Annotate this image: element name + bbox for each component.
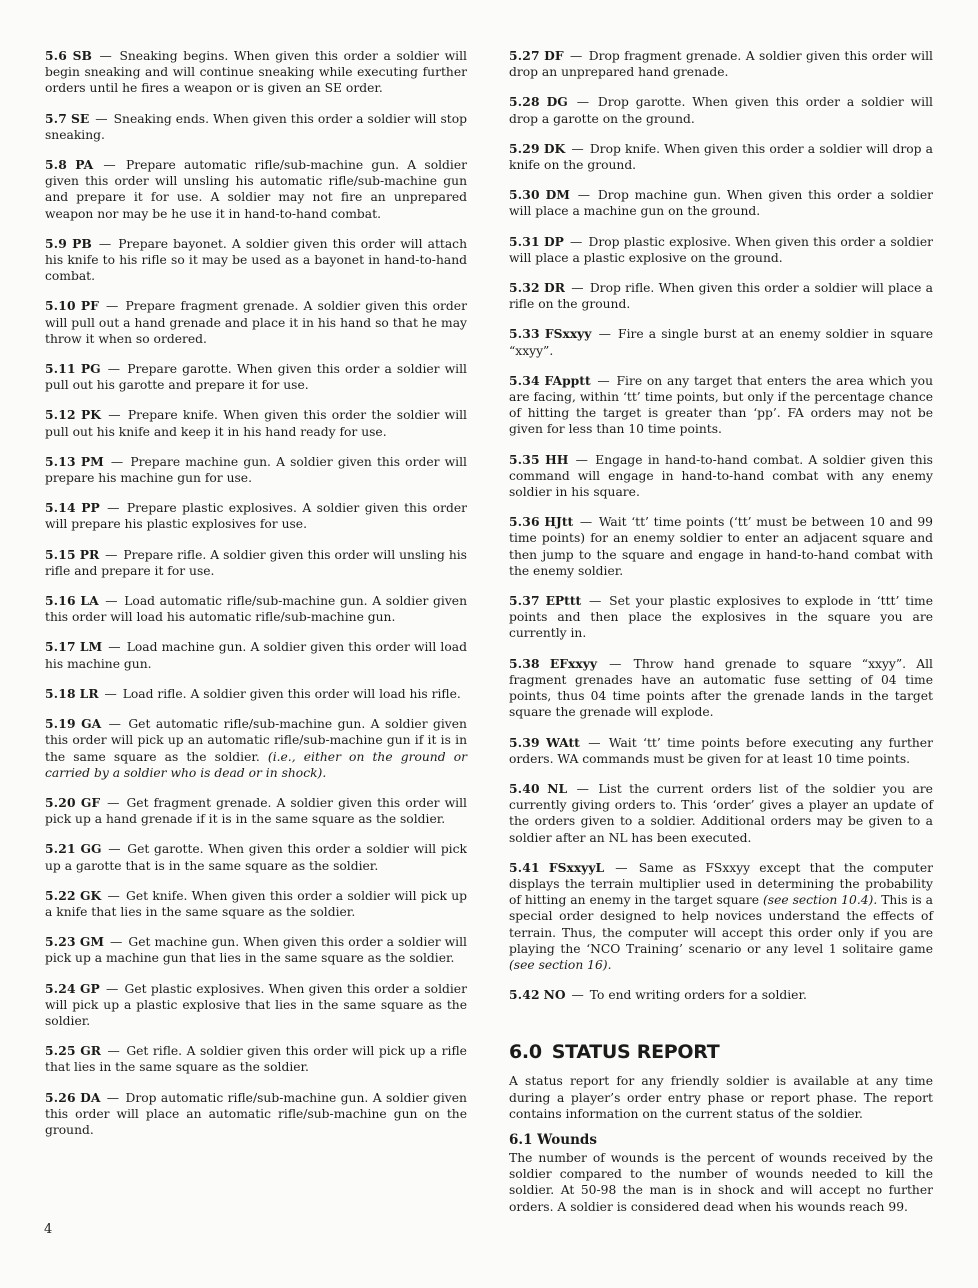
dash: — (108, 842, 121, 857)
left-column (45, 48, 467, 1152)
order-code: DR (544, 280, 565, 296)
dash: — (576, 95, 589, 110)
order-code: DA (80, 1089, 101, 1105)
dash: — (107, 1044, 120, 1059)
dash: — (597, 373, 610, 388)
right-entries (509, 48, 933, 1003)
order-number: 5.7 (45, 110, 67, 126)
section-title: STATUS REPORT (551, 1041, 720, 1064)
order-code: HJtt (544, 514, 574, 530)
dash: — (598, 327, 611, 342)
order-description: Drop machine gun. When given this order a soldier will place a machine gun on the ground. (509, 188, 933, 219)
order-entry (45, 795, 467, 827)
page-number: 4 (44, 1222, 53, 1237)
order-code: FApptt (544, 372, 591, 388)
order-number: 5.11 (45, 361, 76, 377)
order-number: 5.26 (45, 1089, 76, 1105)
order-entry (509, 187, 933, 219)
dash: — (95, 111, 108, 126)
dash: — (571, 988, 584, 1003)
dash: — (108, 640, 121, 655)
order-entry (509, 452, 933, 501)
order-code: EPttt (545, 593, 582, 609)
order-number: 5.13 (45, 453, 76, 469)
order-description: Prepare machine gun. A soldier given this order will prepare his machine gun for use. (45, 454, 467, 486)
order-entry (45, 111, 467, 143)
order-entry (45, 407, 467, 439)
order-code: DF (544, 48, 564, 63)
order-number: 5.23 (45, 934, 76, 950)
dash: — (106, 299, 119, 314)
order-entry (45, 236, 467, 285)
order-code: PM (80, 453, 104, 469)
dash: — (107, 795, 120, 810)
order-entry (509, 860, 933, 973)
order-description: Load automatic rifle/sub-machine gun. A soldier given this order will load his automatic rifle/sub-machine gun. (45, 594, 467, 625)
order-entry (45, 361, 467, 393)
order-entry (509, 593, 933, 642)
dash: — (107, 362, 121, 377)
order-entry (509, 280, 933, 312)
dash: — (107, 888, 120, 903)
order-entry (45, 1043, 467, 1075)
order-code: DM (545, 187, 570, 203)
subsection-title: 6.1 Wounds (509, 1131, 597, 1148)
order-entry (509, 94, 933, 126)
order-description: Fire on any target that enters the area which you are facing, within ‘tt’ time points, but only if the percentage chance of hitting the target is greater than ‘pp’. FA orders may not be given for less than 10 time points. (509, 373, 933, 437)
order-entry (509, 48, 933, 80)
order-code: GA (81, 716, 102, 732)
order-number: 5.41 (509, 859, 540, 875)
order-code: LM (79, 639, 103, 655)
order-description: Prepare garotte. When given this order a soldier will pull out his garotte and prepare it for use. (45, 362, 467, 393)
order-description-continued: This is a special order designed to help novices understand the effects of terrain. Thus, the computer will accept this order only if you are playing the ‘NCO Training’ scenario or any level 1 solitaire game (509, 893, 933, 956)
order-number: 5.21 (45, 841, 76, 857)
dash: — (106, 1090, 120, 1105)
dash: — (579, 515, 593, 530)
order-number: 5.19 (45, 716, 76, 732)
dash: — (110, 935, 123, 950)
dash: — (103, 158, 116, 173)
order-entry (45, 593, 467, 625)
dash: — (609, 656, 622, 671)
dash: — (108, 408, 121, 423)
order-number: 5.6 (45, 48, 67, 63)
order-description: Wait ‘tt’ time points (‘tt’ must be between 10 and 99 time points) for an enemy soldier to enter an adjacent square and then jump to the square and engage in hand-to-hand combat with the enemy soldier. (509, 515, 933, 578)
order-code: GK (80, 887, 102, 903)
right-column (509, 48, 933, 1225)
order-note: (i.e., either on the ground or carried by a soldier who is dead or in shock). (45, 749, 467, 780)
order-number: 5.16 (45, 593, 76, 609)
order-code: EFxxyy (549, 655, 597, 671)
order-number: 5.32 (509, 280, 540, 296)
order-description: Fire a single burst at an enemy soldier in square “xxyy”. (509, 327, 933, 358)
order-number: 5.8 (45, 157, 67, 173)
order-code: FSxxyyL (548, 859, 605, 875)
order-description: Load machine gun. A soldier given this order will load his machine gun. (45, 640, 467, 671)
order-entry (509, 735, 933, 767)
order-number: 5.25 (45, 1043, 76, 1059)
order-description: Get knife. When given this order a soldier will pick up a knife that lies in the same square as the soldier. (45, 888, 467, 919)
order-code: DG (546, 94, 568, 110)
order-entry (509, 326, 933, 358)
section-number: 6.0 (509, 1041, 542, 1064)
order-description: List the current orders list of the soldier you are currently giving orders to. This ‘order’ gives a player an update of the orders given to a soldier. Additional orders may be given to a soldier after an NL has been executed. (509, 781, 933, 845)
order-description: Prepare fragment grenade. A soldier given this order will pull out a hand grenade and place it in his hand so that he may throw it when so ordered. (45, 299, 467, 346)
order-number: 5.17 (45, 639, 76, 655)
order-code: PR (79, 546, 100, 562)
order-entry (45, 157, 467, 222)
order-number: 5.9 (45, 235, 67, 251)
order-entry (45, 48, 467, 97)
order-description: To end writing orders for a soldier. (589, 988, 807, 1003)
dash: — (571, 281, 584, 296)
dash: — (571, 141, 584, 156)
order-description: Engage in hand-to-hand combat. A soldier given this command will engage in hand-to-hand combat with any enemy soldier in his square. (509, 452, 933, 500)
order-entry (45, 500, 467, 532)
order-code: LA (80, 593, 99, 609)
order-number: 5.39 (509, 734, 540, 750)
dash: — (107, 501, 120, 516)
order-description: Get plastic explosives. When given this order a soldier will pick up a plastic explosive that lies in the same square as the soldier. (45, 981, 467, 1028)
order-entry (45, 716, 467, 781)
order-description: Get rifle. A soldier given this order will pick up a rifle that lies in the same square as the soldier. (45, 1044, 467, 1075)
dash: — (108, 717, 121, 732)
order-code: DP (543, 233, 564, 249)
order-number: 5.22 (45, 887, 76, 903)
order-entry (509, 781, 933, 846)
order-description: Get garotte. When given this order a soldier will pick up a garotte that is in the same square as the soldier. (45, 842, 467, 873)
order-code: NL (547, 780, 568, 796)
order-entry (45, 841, 467, 873)
order-description: Drop plastic explosive. When given this order a soldier will place a plastic explosive on the ground. (509, 234, 933, 265)
order-number: 5.28 (509, 94, 540, 110)
order-code: PB (72, 235, 92, 251)
order-code: PK (81, 407, 101, 423)
order-entry (509, 987, 933, 1003)
order-description: Load rifle. A soldier given this order will load his rifle. (122, 686, 461, 701)
order-number: 5.35 (509, 451, 540, 467)
order-code: GR (80, 1043, 101, 1059)
dash: — (104, 686, 117, 701)
section-heading (509, 1041, 933, 1063)
order-entry (45, 639, 467, 671)
order-number: 5.42 (509, 987, 540, 1003)
dash: — (110, 454, 124, 469)
order-description: Get machine gun. When given this order a soldier will pick up a machine gun that lies in the same square as the soldier. (45, 935, 467, 966)
dash: — (576, 781, 589, 796)
order-number: 5.31 (509, 233, 540, 249)
order-code: FSxxyy (544, 326, 592, 342)
order-entry (509, 373, 933, 438)
order-number: 5.33 (509, 326, 540, 342)
order-number: 5.18 (45, 685, 76, 701)
order-number: 5.24 (45, 980, 76, 996)
order-code: GF (80, 794, 101, 810)
order-description: Prepare rifle. A soldier given this order will unsling his rifle and prepare it for use. (45, 547, 467, 578)
order-description: Same as FSxxyy except that the computer displays the terrain multiplier used in determining the probability of hitting an enemy in the target square (509, 860, 933, 908)
order-entry (509, 141, 933, 173)
order-description: Drop garotte. When given this order a soldier will drop a garotte on the ground. (509, 95, 933, 126)
order-number: 5.27 (509, 48, 540, 63)
order-description: Throw hand grenade to square “xxyy”. All fragment grenades have an automatic fuse setting of 04 time points, thus 04 time points after the grenade lands in the target square the grenade will explode. (509, 656, 933, 720)
order-entry (509, 514, 933, 579)
order-entry (509, 656, 933, 721)
order-code: GP (80, 980, 100, 996)
order-description: Drop rifle. When given this order a soldier will place a rifle on the ground. (509, 281, 933, 312)
order-number: 5.15 (45, 546, 76, 562)
dash: — (105, 547, 118, 562)
dash: — (105, 594, 118, 609)
subsection-text: The number of wounds is the percent of wounds received by the soldier compared to the number of wounds needed to kill the soldier. At 50-98 the man is in shock and will accept no further orders. A soldier is considered dead when his wounds reach 99. (509, 1150, 933, 1214)
dash: — (575, 452, 588, 467)
order-description: Prepare automatic rifle/sub-machine gun. A soldier given this order will unsling his automatic rifle/sub-machine gun and prepare it for use. A soldier may not fire an unprepared weapon nor may be he use it in hand-to-hand combat. (45, 158, 467, 221)
dash: — (570, 49, 583, 63)
order-entry (45, 888, 467, 920)
order-number: 5.12 (45, 407, 76, 423)
order-number: 5.10 (45, 298, 76, 314)
order-code: NO (543, 987, 566, 1003)
dash: — (99, 49, 112, 63)
order-entry (45, 686, 467, 702)
section-intro: A status report for any friendly soldier is available at any time during a player’s order entry phase or report phase. The report contains information on the current status of the soldier. (509, 1074, 933, 1121)
order-number: 5.37 (509, 593, 540, 609)
order-number: 5.14 (45, 500, 76, 516)
order-description: Drop automatic rifle/sub-machine gun. A soldier given this order will place an automatic rifle/sub-machine gun on the ground. (45, 1090, 467, 1137)
order-number: 5.36 (509, 514, 540, 530)
order-note: (see section 10.4). (762, 893, 878, 908)
order-number: 5.29 (509, 140, 540, 156)
order-code: WAtt (546, 734, 580, 750)
order-description: Sneaking ends. When given this order a soldier will stop sneaking. (45, 111, 467, 142)
order-description: Prepare knife. When given this order the soldier will pull out his knife and keep it in his hand ready for use. (45, 408, 467, 439)
order-description: Set your plastic explosives to explode in ‘ttt’ time points and then place the explosives in the square you are currently in. (509, 594, 933, 641)
order-number: 5.20 (45, 794, 76, 810)
order-entry (45, 934, 467, 966)
order-code: GG (80, 841, 102, 857)
dash: — (589, 594, 602, 609)
dash: — (106, 981, 119, 996)
order-description: Prepare bayonet. A soldier given this order will attach his knife to his rifle so it may be used as a bayonet in hand-to-hand combat. (45, 236, 467, 284)
order-code: PA (75, 157, 94, 173)
order-description: Get fragment grenade. A soldier given this order will pick up a hand grenade if it is in the same square as the soldier. (45, 795, 467, 827)
order-code: SB (72, 48, 92, 63)
order-note: (see section 16). (509, 957, 612, 972)
order-description: Prepare plastic explosives. A soldier given this order will prepare his plastic explosives for use. (45, 501, 467, 532)
order-code: LR (79, 685, 99, 701)
dash: — (98, 236, 112, 251)
order-entry (45, 547, 467, 579)
order-entry (509, 234, 933, 266)
order-number: 5.38 (509, 655, 540, 671)
order-description: Drop fragment grenade. A soldier given this order will drop an unprepared hand grenade. (509, 49, 933, 80)
order-entry (45, 1090, 467, 1139)
order-code: DK (543, 140, 566, 156)
order-entry (45, 981, 467, 1030)
order-code: PF (80, 298, 99, 314)
order-entry (45, 298, 467, 347)
order-description: Get automatic rifle/sub-machine gun. A soldier given this order will pick up an automatic rifle/sub-machine gun if it is in the same square as the soldier. (45, 717, 467, 764)
dash: — (615, 860, 628, 875)
order-code: GM (79, 934, 104, 950)
dash: — (577, 188, 590, 203)
order-code: PP (81, 500, 100, 516)
order-description: Wait ‘tt’ time points before executing any further orders. WA commands must be given for at least 10 time points. (509, 735, 933, 766)
dash: — (570, 234, 583, 249)
order-code: PG (80, 361, 101, 377)
order-description: Drop knife. When given this order a soldier will drop a knife on the ground. (509, 141, 933, 173)
order-description: Sneaking begins. When given this order a soldier will begin sneaking and will continue sneaking while executing further orders until he fires a weapon or is given an SE order. (45, 49, 467, 96)
order-code: HH (545, 451, 569, 467)
order-number: 5.34 (509, 372, 540, 388)
order-code: SE (71, 110, 90, 126)
order-number: 5.40 (509, 780, 540, 796)
dash: — (588, 735, 601, 750)
order-number: 5.30 (509, 187, 540, 203)
order-entry (45, 454, 467, 486)
